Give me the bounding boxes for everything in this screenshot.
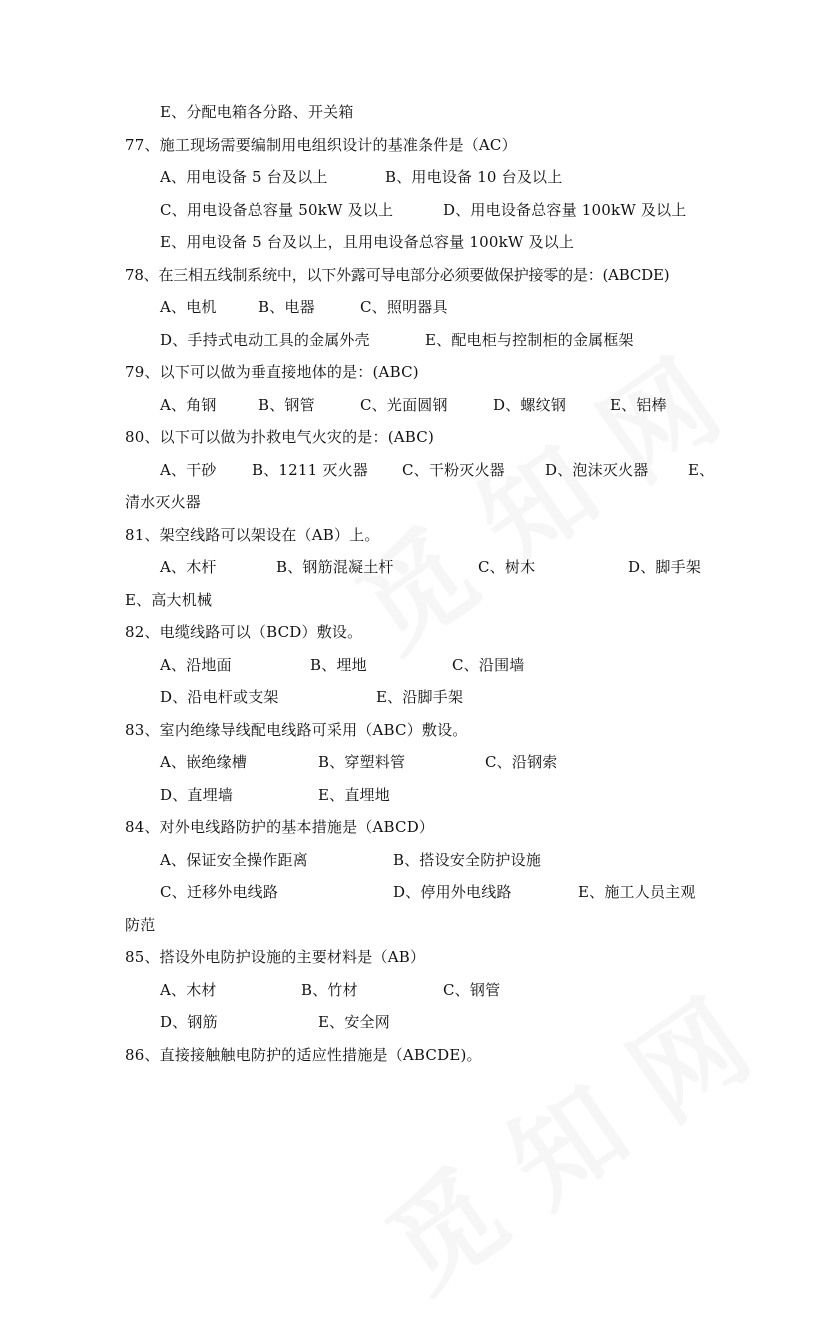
option-c: C、沿围墙: [452, 656, 525, 674]
option-d: D、直埋墙: [160, 786, 234, 804]
question-84: 84、对外电线路防护的基本措施是（ABCD）: [125, 818, 435, 836]
option-a: A、保证安全操作距离: [160, 851, 308, 869]
option-b: B、搭设安全防护设施: [393, 851, 542, 869]
option-b: B、埋地: [310, 656, 367, 674]
option-b: B、用电设备 10 台及以上: [385, 168, 563, 186]
option-c: C、用电设备总容量 50kW 及以上: [160, 201, 394, 219]
option-e: E、配电柜与控制柜的金属框架: [425, 331, 634, 349]
option-a: A、沿地面: [160, 656, 232, 674]
option-a: A、嵌绝缘槽: [160, 753, 248, 771]
option-c: C、迁移外电线路: [160, 883, 279, 901]
option-a: A、木材: [160, 981, 217, 999]
option-e: E、沿脚手架: [376, 688, 464, 706]
option-e-continued: 防范: [125, 916, 156, 934]
option-b: B、钢筋混凝土杆: [276, 558, 394, 576]
option-e: E、直埋地: [318, 786, 390, 804]
option-b: B、1211 灭火器: [252, 461, 368, 479]
option-e: E、用电设备 5 台及以上，且用电设备总容量 100kW 及以上: [160, 233, 575, 251]
option-a: A、干砂: [160, 461, 217, 479]
question-78: 78、在三相五线制系统中，以下外露可导电部分必须要做保护接零的是：(ABCDE): [125, 266, 670, 284]
question-80: 80、以下可以做为扑救电气火灾的是：(ABC): [125, 428, 435, 446]
watermark-bottom: [351, 958, 775, 1320]
option-a: A、木杆: [160, 558, 217, 576]
question-79: 79、以下可以做为垂直接地体的是：(ABC): [125, 363, 419, 381]
option-d: D、脚手架: [628, 558, 702, 576]
option-d: D、钢筋: [160, 1013, 218, 1031]
question-77: 77、施工现场需要编制用电组织设计的基准条件是（AC）: [125, 136, 517, 154]
option-d: D、用电设备总容量 100kW 及以上: [443, 201, 687, 219]
option-d: D、停用外电线路: [393, 883, 512, 901]
option-c: C、干粉灭火器: [402, 461, 505, 479]
question-82: 82、电缆线路可以（BCD）敷设。: [125, 623, 363, 641]
option-a: A、电机: [160, 298, 217, 316]
option-c: C、树木: [478, 558, 536, 576]
option-a: A、用电设备 5 台及以上: [160, 168, 328, 186]
question-81: 81、架空线路可以架设在（AB）上。: [125, 526, 380, 544]
option-e: E、铝棒: [610, 396, 667, 414]
option-d: D、螺纹钢: [493, 396, 567, 414]
option-d: D、沿电杆或支架: [160, 688, 279, 706]
option-e: E、: [688, 461, 715, 479]
option-e: E、施工人员主观: [578, 883, 696, 901]
option-c: C、光面圆钢: [360, 396, 448, 414]
option-b: B、电器: [258, 298, 315, 316]
question-85: 85、搭设外电防护设施的主要材料是（AB）: [125, 948, 426, 966]
option-e-continued: 清水灭火器: [125, 493, 202, 511]
option-e: E、高大机械: [125, 591, 213, 609]
option-c: C、沿钢索: [485, 753, 558, 771]
option-a: A、角钢: [160, 396, 217, 414]
option-c: C、钢管: [443, 981, 501, 999]
option-b: B、竹材: [301, 981, 358, 999]
option-d: D、手持式电动工具的金属外壳: [160, 331, 370, 349]
option-b: B、穿塑料管: [318, 753, 406, 771]
option-d: D、泡沫灭火器: [545, 461, 649, 479]
option-c: C、照明器具: [360, 298, 448, 316]
question-83: 83、室内绝缘导线配电线路可采用（ABC）敷设。: [125, 721, 468, 739]
question-86: 86、直接接触触电防护的适应性措施是（ABCDE)。: [125, 1046, 482, 1064]
text-line: E、分配电箱各分路、开关箱: [160, 103, 354, 121]
option-b: B、钢管: [258, 396, 315, 414]
option-e: E、安全网: [318, 1013, 390, 1031]
